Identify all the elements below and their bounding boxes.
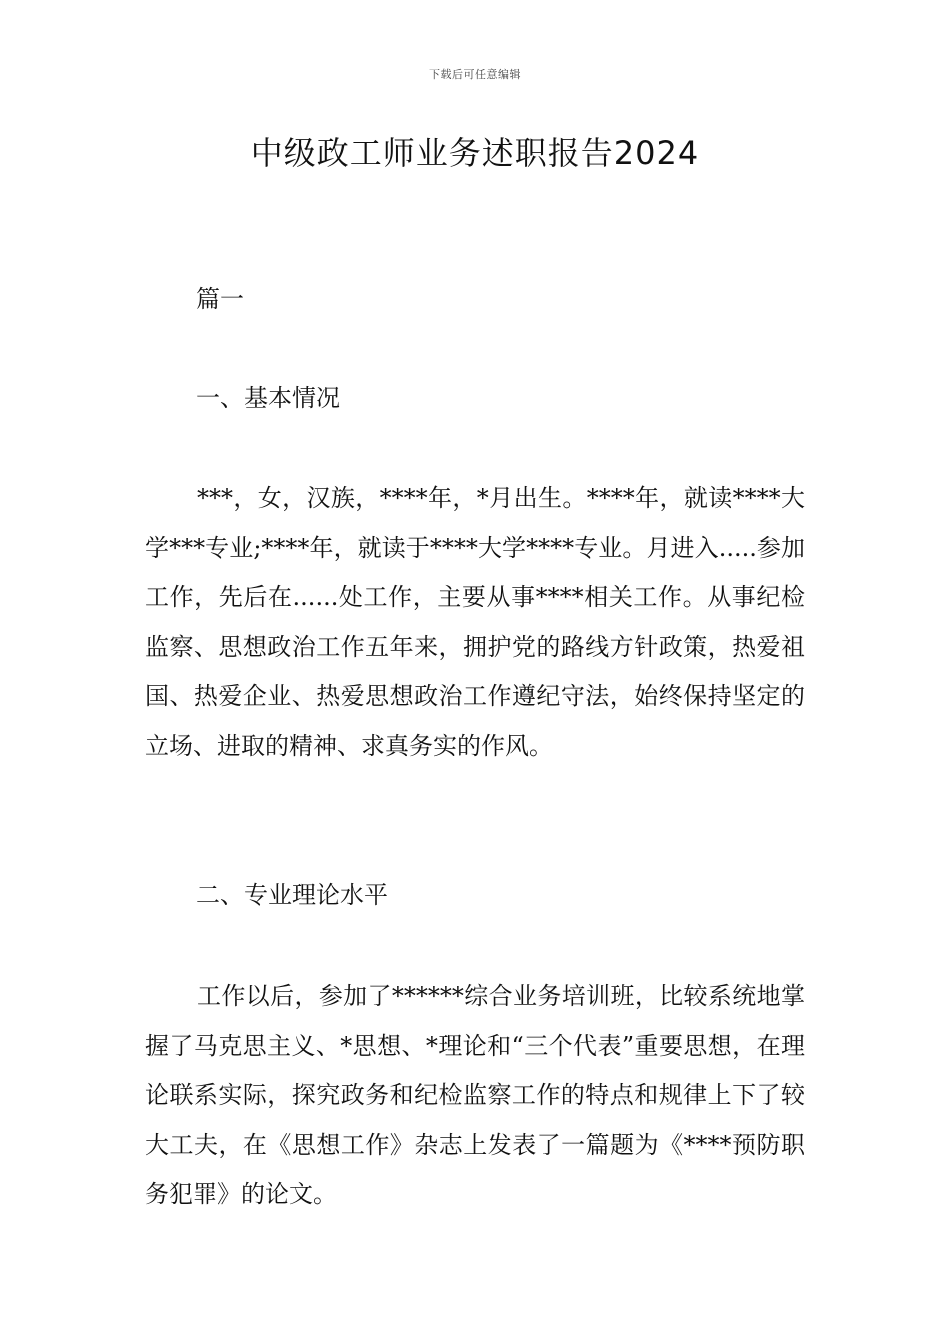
- section-paragraph-professional-theory: 工作以后，参加了******综合业务培训班，比较系统地掌握了马克思主义、*思想、*理论和“三个代表”重要思想，在理论联系实际，探究政务和纪检监察工作的特点和规律上下了较大工夫，在《思想工作》杂志上发表了一篇题为《****预防职务犯罪》的论文。: [145, 982, 805, 1208]
- document-title: 中级政工师业务述职报告2024: [250, 134, 700, 172]
- section-heading-basic-info: 一、基本情况: [196, 384, 340, 412]
- section-heading-professional-theory: 二、专业理论水平: [196, 881, 388, 909]
- header-note: 下载后可任意编辑: [429, 68, 521, 81]
- part-label: 篇一: [196, 285, 244, 313]
- section-paragraph-basic-info: ***，女，汉族，****年，*月出生。****年，就读****大学***专业;****年，就读于****大学****专业。月进入.....参加工作，先后在......处工作，主要从事****相关工作。从事纪检监察、思想政治工作五年来，拥护党的路线方针政策，热爱祖国、热爱企业、热爱思想政治工作遵纪守法，始终保持坚定的立场、进取的精神、求真务实的作风。: [145, 484, 805, 760]
